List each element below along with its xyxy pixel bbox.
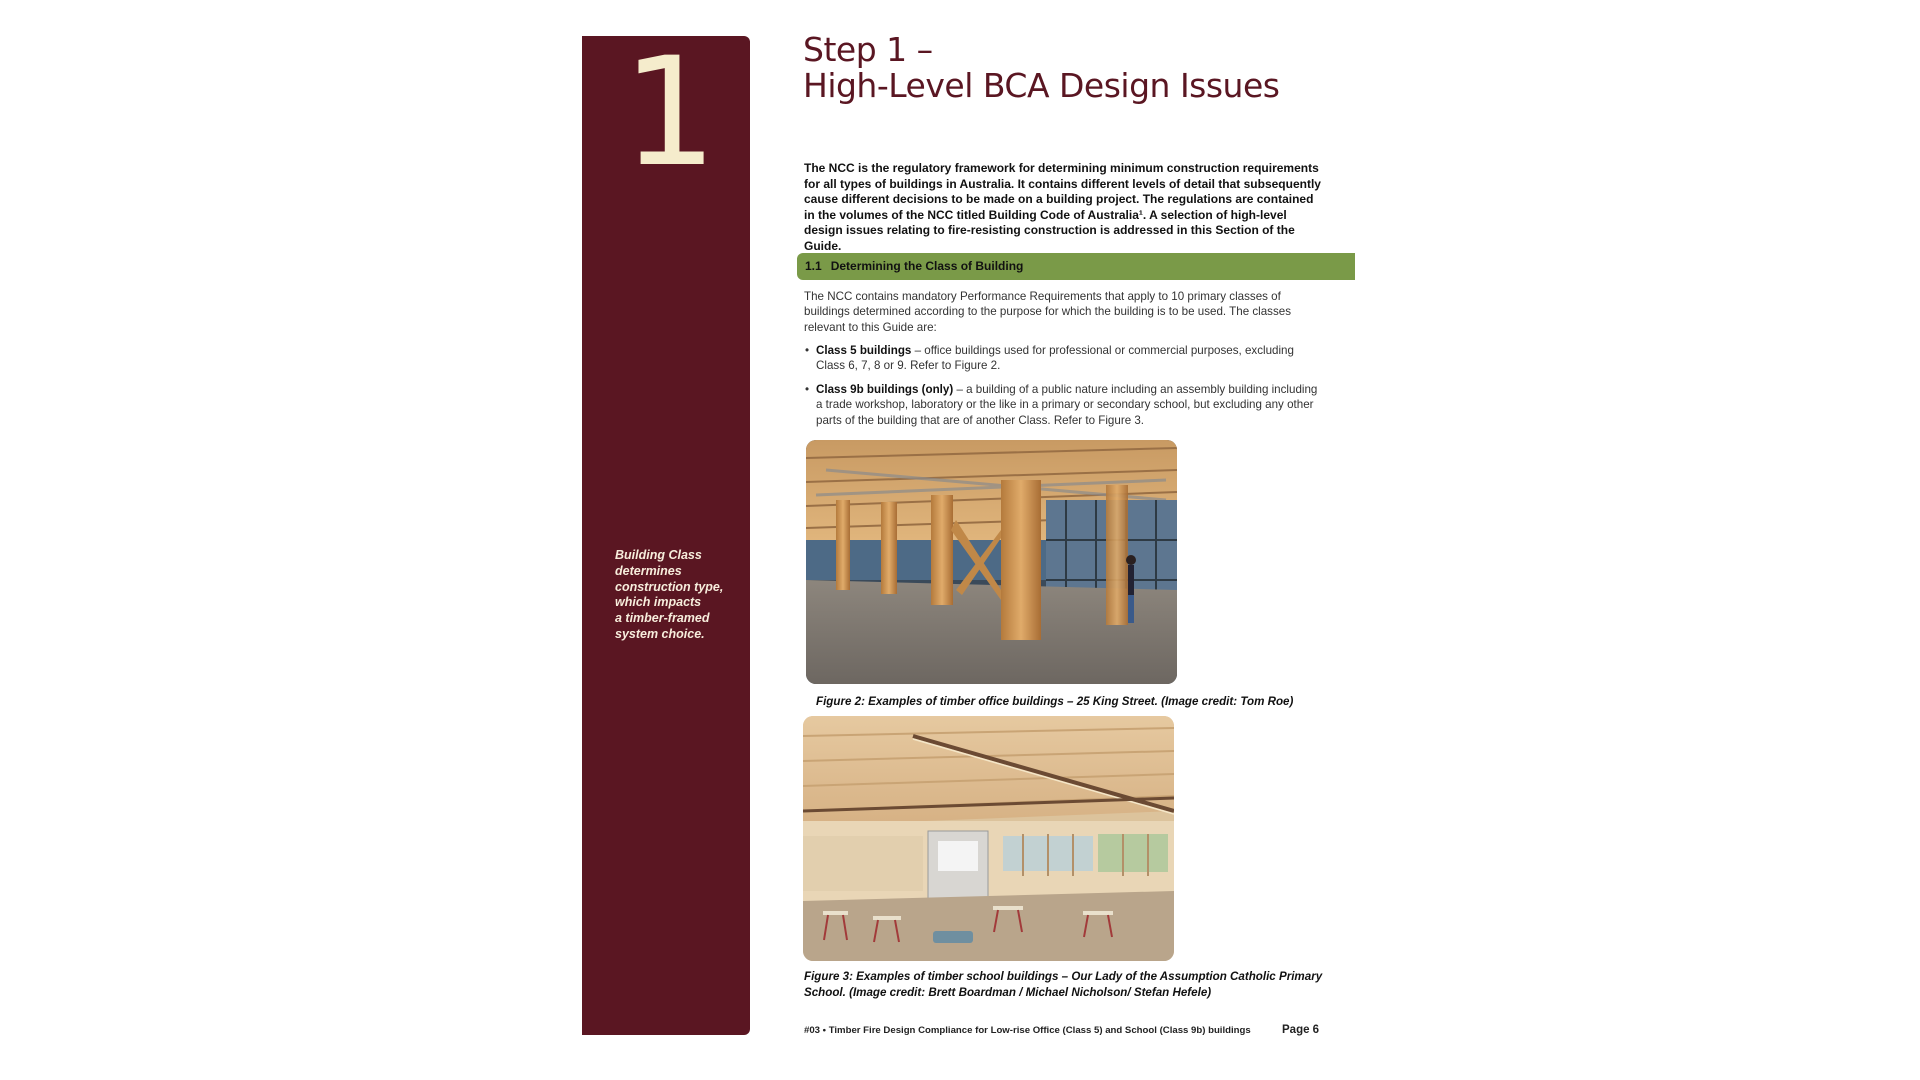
section-heading-bar (797, 253, 1355, 280)
list-item (804, 382, 1324, 428)
pull-quote-line: a timber-framed (615, 611, 710, 626)
section-heading (805, 259, 1023, 273)
list-item-text: – office buildings used for professional or commercial purposes, excluding Class 6, 7, 8 or 9. Refer to Figure 2. (816, 344, 1294, 373)
pull-quote-line: determines (615, 563, 682, 578)
list-item-term: Class 9b buildings (only) (816, 382, 954, 396)
class-list (804, 343, 1324, 436)
pull-quote (615, 548, 740, 643)
figure-2-caption: Figure 2: Examples of timber office buildings – 25 King Street. (Image credit: Tom Roe) (816, 695, 1294, 708)
section-number: 1.1 (805, 259, 822, 273)
footer-text: #03 • Timber Fire Design Compliance for Low-rise Office (Class 5) and School (Class 9b) buildings (804, 1025, 1251, 1036)
list-item-term: Class 5 buildings (816, 344, 912, 357)
bullet-icon: • (805, 382, 810, 396)
page-footer (804, 1025, 1324, 1036)
figure-3-caption (804, 969, 1344, 1000)
page-number: Page 6 (1282, 1024, 1320, 1036)
list-item (804, 343, 1324, 374)
body-paragraph: The NCC contains mandatory Performance Requirements that apply to 10 primary classes of buildings determined according to the purpose for which the building is to be used. The classes relevant to this Guide are: (804, 290, 1292, 334)
page-title (803, 32, 1279, 104)
chapter-number: 1 (622, 26, 712, 200)
pull-quote-line: construction type, (615, 579, 724, 594)
title-line-1: Step 1 – (803, 30, 933, 69)
figure-3-caption-line: Figure 3: Examples of timber school buildings – Our Lady of the Assumption Catholic Primary (804, 970, 1323, 983)
title-line-2: High-Level BCA Design Issues (803, 66, 1280, 105)
pull-quote-line: Building Class (615, 548, 702, 562)
figure-2-office-photo (806, 440, 1177, 684)
pull-quote-line: system choice. (615, 626, 705, 641)
figure-3-school-photo (803, 716, 1174, 961)
section-title: Determining the Class of Building (830, 259, 1024, 273)
pull-quote-line: which impacts (615, 595, 702, 610)
figure-3-caption-line: School. (Image credit: Brett Boardman / Michael Nicholson/ Stefan Hefele) (804, 985, 1212, 999)
chapter-sidebar (582, 26, 750, 1035)
intro-paragraph: The NCC is the regulatory framework for determining minimum construction requirements for all types of buildings in Australia. It contains different levels of detail that subsequently cause different decisions to be made on a building project. The regulations are contained in the volumes of the NCC titled Building Code of Australia¹. A selection of high-level design issues relating to fire-resisting construction is addressed in this Section of the Guide. (804, 161, 1321, 253)
bullet-icon: • (805, 344, 810, 357)
list-item-text: – a building of a public nature including an assembly building including a trade workshop, laboratory or the like in a primary or secondary school, but excluding any other parts of the building that are of another Class. Refer to Figure 3. (816, 382, 1318, 427)
